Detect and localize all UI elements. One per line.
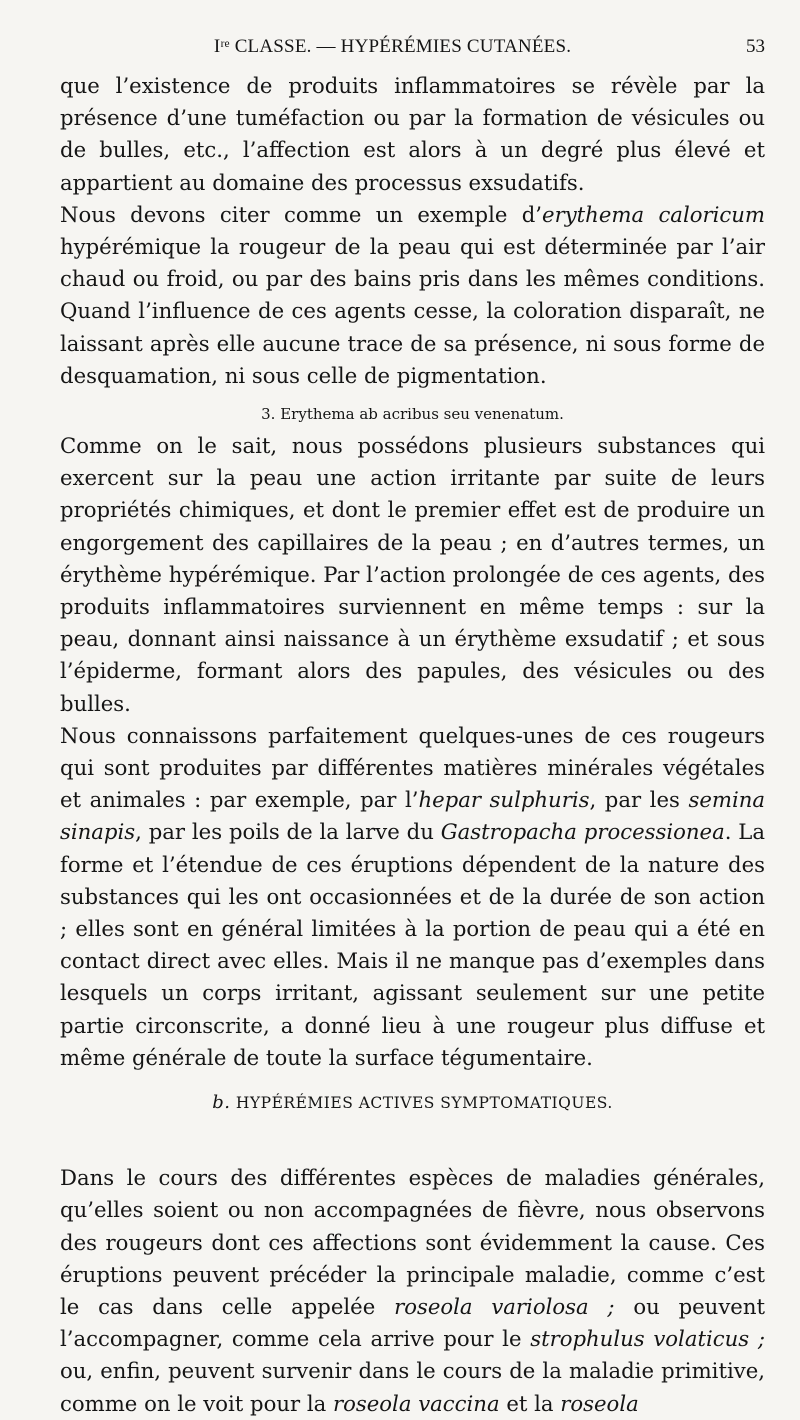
paragraph-1: que l’existence de produits inflammatoires se révèle par la présence d’une tuméfaction ou par la formation de vésicules ou de bulles, etc., l’affection est alors à un degré plus élevé et appartient au domaine des processus exsudatifs. [60,73,765,195]
page-header [60,36,765,64]
page-body [60,70,765,1420]
paragraph-4-text-a: Nous connaissons parfaitement quelques-unes de ces rougeurs qui sont produites par différentes matières minérales végétales et animales : par exemple, par l’ [60,722,765,813]
paragraph-5-text-c: ou peuvent l’accompagner, comme cela arrive pour le [60,1293,765,1352]
paragraph-5-text-g: et la [499,1390,561,1416]
paragraph-5-italic-roseola: roseola [560,1390,639,1416]
paragraph-4-text-c: , par les [589,787,689,813]
paragraph-2 [60,199,765,392]
paragraph-5-text-e: ou, enfin, peuvent survenir dans le cours de la maladie primitive, comme on le voit pour la [60,1358,765,1416]
paragraph-3: Comme on le sait, nous possédons plusieurs substances qui exercent sur la peau une action irritante par suite de leurs propriétés chimiques, et dont le premier effet est de produire un engorgement des capillaires de la peau ; en d’autres termes, un érythème hypérémique. Par l’action prolongée de ces agents, des produits inflammatoires surviennent en même temps : sur la peau, donnant ainsi naissance à un érythème exsudatif ; et sous l’épiderme, formant alors des papules, des vésicules ou des bulles. [60,433,765,716]
section-heading-erythema: 3. Erythema ab acribus seu venenatum. [261,405,564,424]
section-heading-text: HYPÉRÉMIES ACTIVES SYMPTOMATIQUES. [235,1094,613,1113]
paragraph-4 [60,720,765,1074]
paragraph-4-italic-gastropacha: Gastropacha processionea [440,819,725,845]
running-title: Iʳᵉ CLASSE. — HYPÉRÉMIES CUTANÉES. [213,36,572,57]
paragraph-4-italic-hepar: hepar sulphuris [418,787,590,813]
paragraph-5-italic-strophulus: strophulus volaticus ; [530,1326,765,1352]
paragraph-4-text-g: . La forme et l’étendue de ces éruptions dépendent de la nature des substances qui les ont occasionnées et de la durée de son action ; elles sont en général limitées à la portion de peau qui a été en contact direct avec elles. Mais il ne manque pas d’exemples dans lesquels un corps irritant, agissant seulement sur une petite partie circonscrite, a donné lieu à une rougeur plus diffuse et même générale de toute la surface tégumentaire. [60,819,765,1070]
paragraph-5-italic-roseola-variolosa: roseola variolosa ; [394,1293,615,1319]
page-number: 53 [746,36,765,57]
paragraph-2-italic-term: erythema caloricum [542,201,765,227]
paragraph-4-italic-semina: semina sinapis [60,787,766,845]
section-heading-hyperemies [60,1074,765,1162]
section-letter: b. [212,1092,231,1114]
paragraph-2-text-a: Nous devons citer comme un exemple d’ [60,201,543,227]
paragraph-5-text-a: Dans le cours des différentes espèces de maladies générales, qu’elles soient ou non accompagnées de fièvre, nous observons des rougeurs dont ces affections sont évidemment la cause. Ces éruptions peuvent précéder la principale maladie, comme c’est le cas dans celle appelée [60,1165,765,1319]
paragraph-4-text-e: , par les poils de la larve du [135,819,441,845]
paragraph-2-text-c: hypérémique la rougeur de la peau qui est déterminée par l’air chaud ou froid, ou par des bains pris dans les mêmes conditions. Quand l’influence de ces agents cesse, la coloration disparaît, ne laissant après elle aucune trace de sa présence, ni sous forme de desquamation, ni sous celle de pigmentation. [60,234,765,388]
paragraph-5-italic-roseola-vaccina: roseola vaccina [333,1390,500,1416]
paragraph-5 [60,1162,765,1420]
